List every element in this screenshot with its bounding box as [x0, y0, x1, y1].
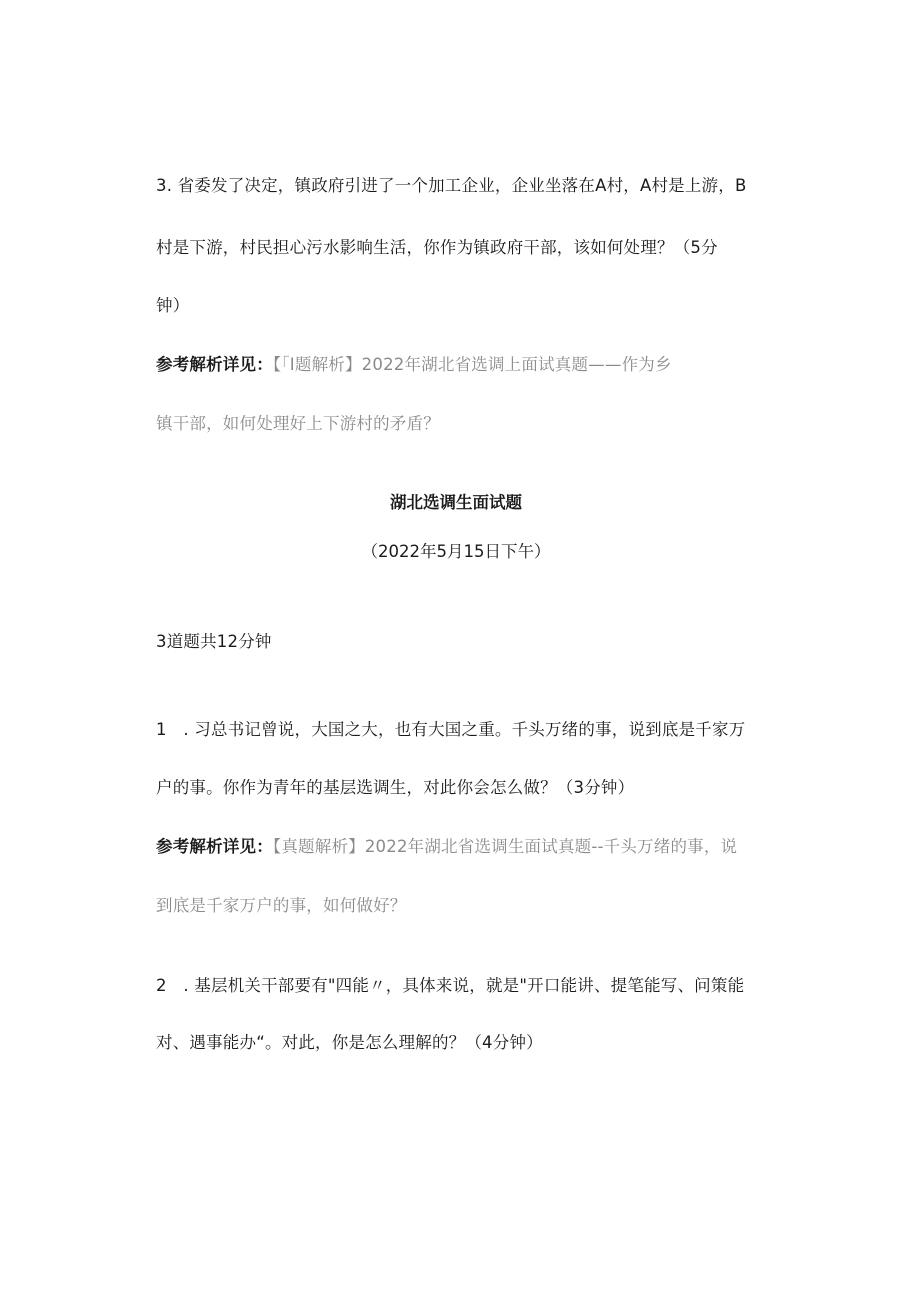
reference-link-q1[interactable]: 【真题解析】2022年湖北省选调生面试真题--千头万绪的事，说 [272, 837, 738, 856]
reference-label: 参考解析详见： [156, 355, 273, 374]
section-title: 湖北选调生面试题 [390, 493, 522, 512]
question-1-line-2: 户的事。你作为青年的基层选调生，对此你会怎么做？（3分钟） [156, 778, 635, 797]
question-2-line-2: 对、遇事能办“。对此，你是怎么理解的？（4分钟） [156, 1033, 543, 1052]
reference-link-q1-continued[interactable]: 到底是千家万户的事，如何做好？ [156, 896, 407, 915]
question-1-line-1: 1 . 习总书记曾说，大国之大，也有大国之重。千头万绪的事，说到底是千家万 [156, 720, 746, 739]
reference-link-q3-continued[interactable]: 镇干部，如何处理好上下游村的矛盾？ [156, 414, 440, 433]
section-summary: 3道题共12分钟 [156, 632, 272, 651]
reference-label: 参考解析详见： [156, 837, 273, 856]
question-1-reference [156, 835, 737, 859]
question-3-line-1: 3. 省委发了决定，镇政府引进了一个加工企业，企业坐落在A村，A村是上游，B [156, 176, 747, 195]
section-date: （2022年5月15日下午） [361, 542, 551, 561]
question-3-line-3: 钟） [156, 296, 190, 315]
question-3-line-2: 村是下游，村民担心污水影响生活，你作为镇政府干部，该如何处理？（5分 [156, 238, 718, 257]
question-3-reference [156, 353, 672, 377]
question-2-line-1: 2 . 基层机关干部要有"四能〃，具体来说，就是"开口能讲、提笔能写、问策能 [156, 976, 745, 995]
reference-link-q3[interactable]: 【「I题解析】2022年湖北省选调上面试真题——作为乡 [272, 355, 672, 374]
